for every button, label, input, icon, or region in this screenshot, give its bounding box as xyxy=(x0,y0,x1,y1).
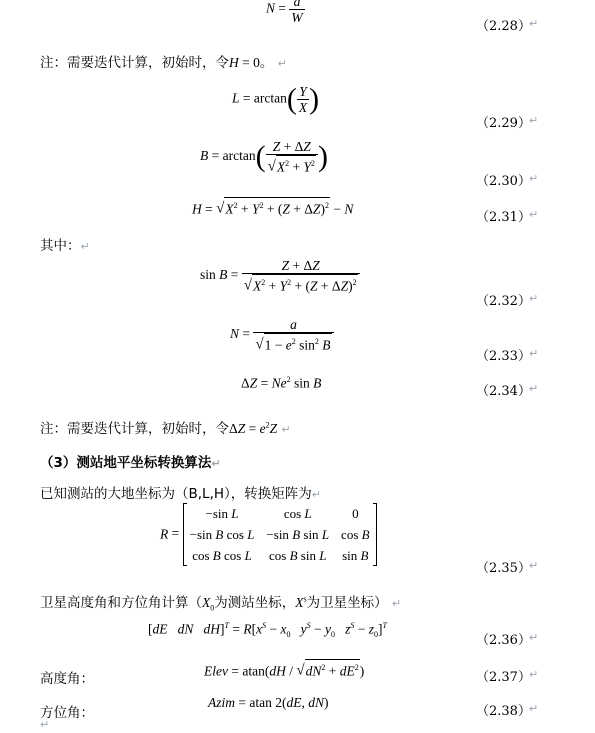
paragraph-mark: ↵ xyxy=(529,559,539,572)
paragraph-mark: ↵ xyxy=(529,347,539,360)
equation-number-2-30: （2.30） xyxy=(476,174,531,189)
equation-number-2-37: （2.37） xyxy=(476,670,531,685)
azimuth-label: 方位角： xyxy=(40,705,94,721)
equation-number-2-29: （2.29） xyxy=(476,116,531,131)
paragraph-mark: ↵ xyxy=(529,114,539,127)
equation-2-30: B = arctan( $\frac{Z + \Delta Z}{√X^2 + Y^2}$ ) xyxy=(200,139,328,175)
equation-2-29: L = arctan( $\frac{Y}{X}$ ) xyxy=(232,82,320,116)
equation-number-2-36: （2.36） xyxy=(476,633,531,648)
rotation-matrix: −sin L cos L 0 −sin B cos L −sin B sin L cos B cos B cos L cos B sin L sin B xyxy=(183,503,377,566)
equation-2-38: Azim = atan 2(dE, dN) xyxy=(208,695,329,710)
paragraph-mark: ↵ xyxy=(529,631,539,644)
equation-2-32: sin B = $\frac{Z + \Delta Z}{√X^2 + Y^2 + (Z + \Delta Z)^2}$ xyxy=(200,258,360,294)
equation-2-28: N = $\frac{a}{W}$ xyxy=(266,0,305,25)
note-iterative-h: 注：需要迭代计算，初始时，令H = 0。 ↵ xyxy=(40,55,287,71)
equation-number-2-33: （2.33） xyxy=(476,349,531,364)
equation-2-34: $\Delta Z = Ne^2$ sin B xyxy=(241,375,322,391)
equation-2-33: N = $\frac{a}{√1 - e^2 \sin^2 B}$ xyxy=(230,317,334,353)
paragraph-mark: ↵ xyxy=(529,292,539,305)
paragraph-mark: ↵ xyxy=(40,718,50,731)
equation-number-2-28: （2.28） xyxy=(476,19,531,34)
equation-number-2-32: （2.32） xyxy=(476,294,531,309)
equation-2-35: R = −sin L cos L 0 −sin B cos L −sin B sin L cos B cos B cos L cos B sin L sin B xyxy=(160,503,377,566)
section-heading: （3）测站地平坐标转换算法↵ xyxy=(40,455,221,471)
paragraph-mark: ↵ xyxy=(529,208,539,221)
elevation-label: 高度角： xyxy=(40,671,94,687)
paragraph-mark: ↵ xyxy=(529,382,539,395)
elevation-azimuth-intro: 卫星高度角和方位角计算（$X_0$为测站坐标，$X^s$为卫星坐标） ↵ xyxy=(40,594,402,613)
paragraph-mark: ↵ xyxy=(529,702,539,715)
equation-2-31: $H = √X^2 + Y^2 + (Z + \Delta Z)^2 - N$ xyxy=(192,197,353,218)
note-iterative-dz: 注：需要迭代计算，初始时，令$\Delta Z = e^2Z$ ↵ xyxy=(40,420,291,437)
equation-2-36: [dE dN $dH]^T = R[x^S - x_0$ $y^S - y_0$ $z^S - z_0]^T$ xyxy=(148,621,387,640)
where-label: 其中：↵ xyxy=(40,238,90,254)
equation-number-2-34: （2.34） xyxy=(476,384,531,399)
known-coordinates-text: 已知测站的大地坐标为（B,L,H），转换矩阵为↵ xyxy=(40,486,321,502)
paragraph-mark: ↵ xyxy=(529,17,539,30)
equation-number-2-35: （2.35） xyxy=(476,561,531,576)
paragraph-mark: ↵ xyxy=(529,668,539,681)
equation-2-37: Elev = $atan(dH / √dN^2 + dE^2)$ xyxy=(204,659,364,680)
equation-number-2-31: （2.31） xyxy=(476,210,531,225)
paragraph-mark: ↵ xyxy=(529,172,539,185)
equation-number-2-38: （2.38） xyxy=(476,704,531,719)
